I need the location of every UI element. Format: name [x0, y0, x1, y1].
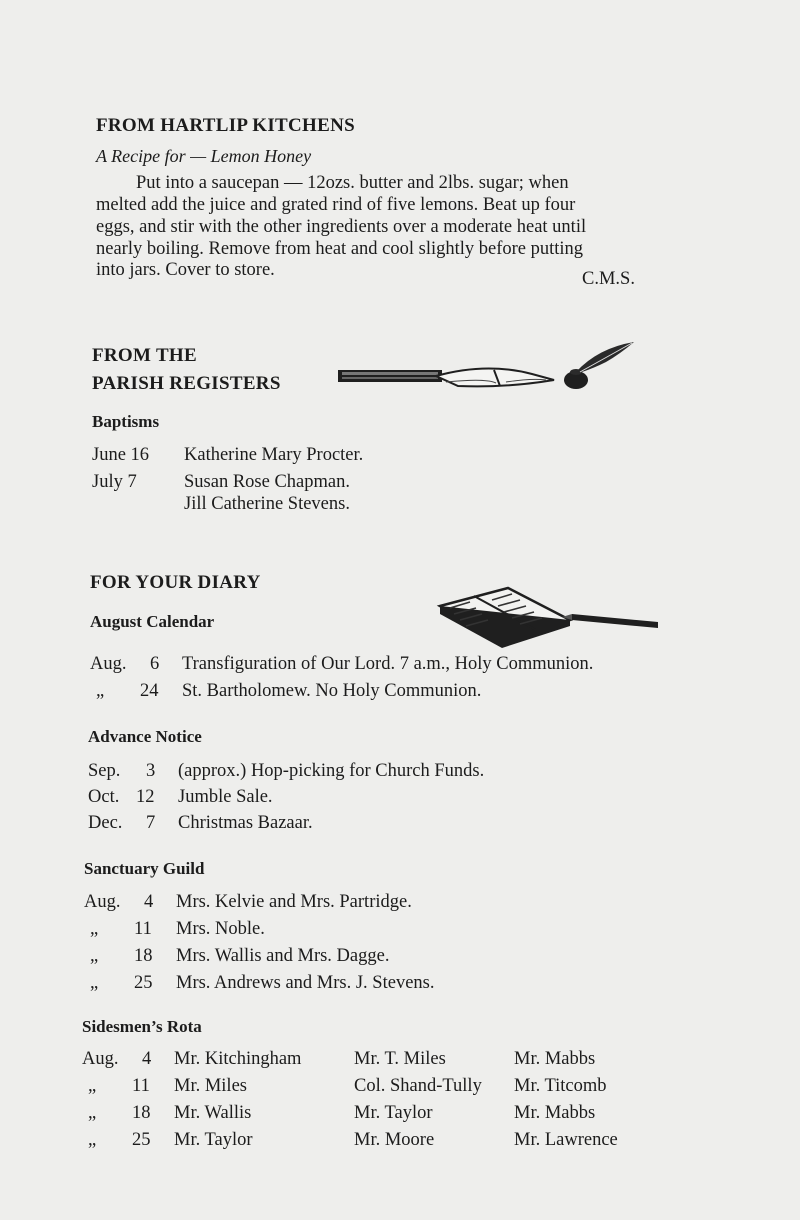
rota-name-a: Mr. Kitchingham: [174, 1049, 302, 1069]
ditto-mark: „: [88, 1103, 97, 1123]
baptism-name: Jill Catherine Stevens.: [184, 494, 350, 514]
guild-text: Mrs. Kelvie and Mrs. Partridge.: [176, 892, 412, 912]
recipe-line-1: Put into a saucepan — 12ozs. butter and 2lbs. sugar; when: [136, 173, 569, 193]
sanctuary-guild-heading: Sanctuary Guild: [84, 859, 205, 878]
rota-name-c: Mr. Mabbs: [514, 1049, 596, 1069]
calendar-text: Transfiguration of Our Lord. 7 a.m., Holy Communion.: [182, 654, 594, 674]
rota-name-a: Mr. Taylor: [174, 1130, 253, 1150]
guild-day: 11: [134, 919, 152, 939]
calendar-month: Aug.: [90, 654, 127, 674]
guild-text: Mrs. Wallis and Mrs. Dagge.: [176, 946, 390, 966]
advance-day: 3: [146, 761, 156, 781]
recipe-signature: C.M.S.: [582, 269, 635, 289]
rota-name-b: Mr. Taylor: [354, 1103, 433, 1123]
recipe-line-4: nearly boiling. Remove from heat and cool slightly before putting: [96, 239, 584, 259]
rota-name-c: Mr. Mabbs: [514, 1103, 596, 1123]
ditto-mark: „: [88, 1130, 97, 1150]
guild-day: 18: [134, 946, 153, 966]
ditto-mark: „: [90, 973, 99, 993]
rota-day: 18: [132, 1103, 151, 1123]
rota-day: 11: [132, 1076, 150, 1096]
advance-text: Jumble Sale.: [178, 787, 273, 807]
registers-heading-line1: FROM THE: [92, 345, 197, 366]
advance-notice-heading: Advance Notice: [88, 727, 202, 746]
calendar-day: 6: [150, 654, 160, 674]
recipe-line-2: melted add the juice and grated rind of five lemons. Beat up four: [96, 195, 576, 215]
rota-name-b: Mr. Moore: [354, 1130, 435, 1150]
advance-text: Christmas Bazaar.: [178, 813, 313, 833]
guild-text: Mrs. Noble.: [176, 919, 265, 939]
calendar-day: 24: [140, 681, 159, 701]
advance-month: Dec.: [88, 813, 123, 833]
ditto-mark: „: [96, 681, 105, 701]
sidesmen-rota-heading: Sidesmen’s Rota: [82, 1017, 202, 1036]
advance-day: 7: [146, 813, 156, 833]
rota-month: Aug.: [82, 1049, 119, 1069]
baptism-name: Katherine Mary Procter.: [184, 445, 364, 465]
rota-name-c: Mr. Titcomb: [514, 1076, 607, 1096]
advance-month: Sep.: [88, 761, 121, 781]
august-calendar-heading: August Calendar: [90, 612, 215, 631]
registers-heading-line2: PARISH REGISTERS: [92, 373, 281, 394]
guild-day: 4: [144, 892, 154, 912]
baptism-date: June 16: [92, 445, 150, 465]
calendar-text: St. Bartholomew. No Holy Communion.: [182, 681, 482, 701]
rota-name-b: Col. Shand-Tully: [354, 1076, 482, 1096]
diary-heading: FOR YOUR DIARY: [90, 572, 261, 593]
recipe-title: A Recipe for — Lemon Honey: [96, 146, 312, 166]
ditto-mark: „: [90, 946, 99, 966]
advance-month: Oct.: [88, 787, 120, 807]
rota-day: 25: [132, 1130, 151, 1150]
advance-day: 12: [136, 787, 155, 807]
rota-name-a: Mr. Wallis: [174, 1103, 252, 1123]
kitchens-heading: FROM HARTLIP KITCHENS: [96, 115, 355, 136]
baptism-date: July 7: [92, 472, 137, 492]
diary-and-pen-icon: [436, 584, 662, 648]
rota-name-a: Mr. Miles: [174, 1076, 247, 1096]
baptisms-heading: Baptisms: [92, 412, 160, 431]
ditto-mark: „: [88, 1076, 97, 1096]
guild-day: 25: [134, 973, 153, 993]
rota-day: 4: [142, 1049, 152, 1069]
advance-text: (approx.) Hop-picking for Church Funds.: [178, 761, 485, 781]
ditto-mark: „: [90, 919, 99, 939]
baptism-name: Susan Rose Chapman.: [184, 472, 350, 492]
rota-name-c: Mr. Lawrence: [514, 1130, 618, 1150]
guild-text: Mrs. Andrews and Mrs. J. Stevens.: [176, 973, 435, 993]
guild-month: Aug.: [84, 892, 121, 912]
rota-name-b: Mr. T. Miles: [354, 1049, 446, 1069]
recipe-line-3: eggs, and stir with the other ingredients over a moderate heat until: [96, 217, 587, 237]
recipe-line-5: into jars. Cover to store.: [96, 260, 275, 280]
quill-and-open-book-icon: [336, 340, 636, 396]
